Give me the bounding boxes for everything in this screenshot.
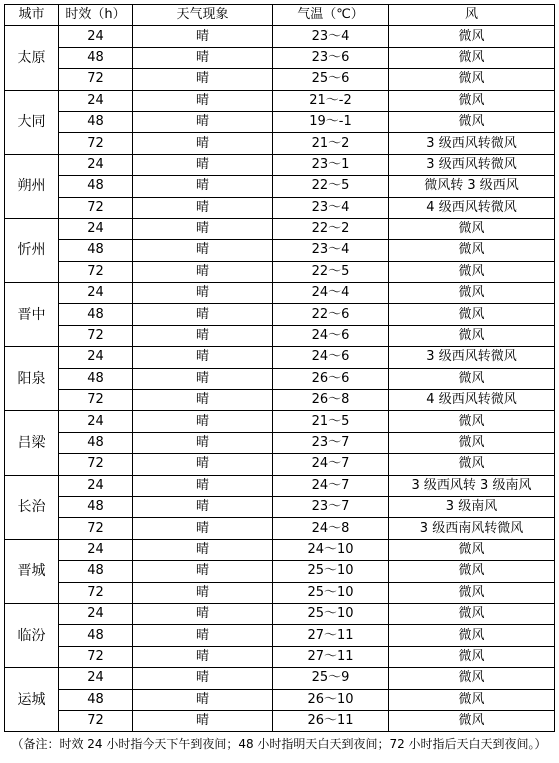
weather-cell: 晴 xyxy=(133,347,273,368)
temperature-cell: 21～-2 xyxy=(273,90,389,111)
weather-cell: 晴 xyxy=(133,325,273,346)
city-name: 太原 xyxy=(5,26,59,90)
wind-cell: 微风 xyxy=(389,261,555,282)
city-name: 临汾 xyxy=(5,603,59,667)
table-row xyxy=(5,261,555,282)
wind-cell: 3 级西风转 3 级南风 xyxy=(389,475,555,496)
table-row xyxy=(5,496,555,517)
table-row xyxy=(5,582,555,603)
weather-cell: 晴 xyxy=(133,368,273,389)
table-row xyxy=(5,111,555,132)
city-name: 朔州 xyxy=(5,154,59,218)
table-row xyxy=(5,368,555,389)
weather-cell: 晴 xyxy=(133,539,273,560)
period-cell: 24 xyxy=(59,411,133,432)
period-cell: 72 xyxy=(59,710,133,731)
temperature-cell: 24～6 xyxy=(273,325,389,346)
period-cell: 72 xyxy=(59,261,133,282)
wind-cell: 微风 xyxy=(389,689,555,710)
period-cell: 24 xyxy=(59,283,133,304)
period-cell: 24 xyxy=(59,90,133,111)
table-row xyxy=(5,176,555,197)
table-row xyxy=(5,710,555,731)
table-body xyxy=(5,26,555,732)
weather-cell: 晴 xyxy=(133,475,273,496)
header-temperature: 气温（℃） xyxy=(273,5,389,26)
weather-cell: 晴 xyxy=(133,26,273,47)
wind-cell: 微风 xyxy=(389,283,555,304)
period-cell: 24 xyxy=(59,603,133,624)
period-cell: 24 xyxy=(59,539,133,560)
wind-cell: 微风 xyxy=(389,539,555,560)
period-cell: 72 xyxy=(59,325,133,346)
temperature-cell: 22～5 xyxy=(273,261,389,282)
wind-cell: 3 级西风转微风 xyxy=(389,154,555,175)
header-wind: 风 xyxy=(389,5,555,26)
wind-cell: 微风 xyxy=(389,69,555,90)
temperature-cell: 23～1 xyxy=(273,154,389,175)
wind-cell: 3 级西风转微风 xyxy=(389,133,555,154)
weather-cell: 晴 xyxy=(133,710,273,731)
city-name: 阳泉 xyxy=(5,347,59,411)
period-cell: 48 xyxy=(59,47,133,68)
temperature-cell: 22～2 xyxy=(273,218,389,239)
wind-cell: 微风 xyxy=(389,411,555,432)
temperature-cell: 26～6 xyxy=(273,368,389,389)
table-row xyxy=(5,411,555,432)
wind-cell: 微风 xyxy=(389,47,555,68)
weather-cell: 晴 xyxy=(133,411,273,432)
table-row xyxy=(5,69,555,90)
table-row xyxy=(5,154,555,175)
period-cell: 48 xyxy=(59,368,133,389)
period-cell: 48 xyxy=(59,625,133,646)
period-cell: 72 xyxy=(59,69,133,90)
temperature-cell: 26～10 xyxy=(273,689,389,710)
table-row xyxy=(5,518,555,539)
forecast-document xyxy=(4,4,554,752)
period-cell: 24 xyxy=(59,218,133,239)
wind-cell: 微风 xyxy=(389,432,555,453)
period-cell: 48 xyxy=(59,432,133,453)
period-cell: 48 xyxy=(59,304,133,325)
weather-cell: 晴 xyxy=(133,646,273,667)
temperature-cell: 24～10 xyxy=(273,539,389,560)
table-row xyxy=(5,561,555,582)
temperature-cell: 23～6 xyxy=(273,47,389,68)
weather-cell: 晴 xyxy=(133,176,273,197)
wind-cell: 微风 xyxy=(389,325,555,346)
city-name: 忻州 xyxy=(5,218,59,282)
period-cell: 72 xyxy=(59,454,133,475)
wind-cell: 微风 xyxy=(389,454,555,475)
city-name: 晋中 xyxy=(5,283,59,347)
temperature-cell: 24～7 xyxy=(273,454,389,475)
table-row xyxy=(5,603,555,624)
table-row xyxy=(5,133,555,154)
period-cell: 72 xyxy=(59,582,133,603)
weather-cell: 晴 xyxy=(133,625,273,646)
table-row xyxy=(5,625,555,646)
temperature-cell: 19～-1 xyxy=(273,111,389,132)
weather-cell: 晴 xyxy=(133,283,273,304)
table-row xyxy=(5,646,555,667)
temperature-cell: 25～10 xyxy=(273,603,389,624)
wind-cell: 微风 xyxy=(389,561,555,582)
wind-cell: 微风 xyxy=(389,710,555,731)
temperature-cell: 25～10 xyxy=(273,561,389,582)
period-cell: 48 xyxy=(59,561,133,582)
footnote: （备注：时效 24 小时指今天下午到夜间；48 小时指明天白天到夜间；72 小时指后天白天到夜间。） xyxy=(11,737,547,752)
table-row xyxy=(5,475,555,496)
wind-cell: 微风 xyxy=(389,304,555,325)
temperature-cell: 24～7 xyxy=(273,475,389,496)
temperature-cell: 26～8 xyxy=(273,390,389,411)
temperature-cell: 22～6 xyxy=(273,304,389,325)
wind-cell: 微风 xyxy=(389,90,555,111)
period-cell: 72 xyxy=(59,390,133,411)
period-cell: 72 xyxy=(59,646,133,667)
wind-cell: 微风 xyxy=(389,368,555,389)
temperature-cell: 24～4 xyxy=(273,283,389,304)
table-row xyxy=(5,390,555,411)
temperature-cell: 22～5 xyxy=(273,176,389,197)
temperature-cell: 21～5 xyxy=(273,411,389,432)
weather-cell: 晴 xyxy=(133,668,273,689)
temperature-cell: 24～8 xyxy=(273,518,389,539)
header-period: 时效（h） xyxy=(59,5,133,26)
header-weather: 天气现象 xyxy=(133,5,273,26)
table-row xyxy=(5,26,555,47)
temperature-cell: 23～4 xyxy=(273,240,389,261)
period-cell: 48 xyxy=(59,496,133,517)
wind-cell: 微风 xyxy=(389,111,555,132)
temperature-cell: 21～2 xyxy=(273,133,389,154)
table-row xyxy=(5,347,555,368)
city-name: 长治 xyxy=(5,475,59,539)
weather-cell: 晴 xyxy=(133,261,273,282)
period-cell: 48 xyxy=(59,689,133,710)
temperature-cell: 23～7 xyxy=(273,432,389,453)
temperature-cell: 23～4 xyxy=(273,197,389,218)
table-row xyxy=(5,47,555,68)
weather-cell: 晴 xyxy=(133,218,273,239)
forecast-table xyxy=(4,4,555,732)
weather-cell: 晴 xyxy=(133,133,273,154)
weather-cell: 晴 xyxy=(133,111,273,132)
weather-cell: 晴 xyxy=(133,561,273,582)
wind-cell: 微风 xyxy=(389,582,555,603)
table-header-row xyxy=(5,5,555,26)
period-cell: 24 xyxy=(59,668,133,689)
wind-cell: 4 级西风转微风 xyxy=(389,197,555,218)
weather-cell: 晴 xyxy=(133,47,273,68)
temperature-cell: 26～11 xyxy=(273,710,389,731)
weather-cell: 晴 xyxy=(133,304,273,325)
weather-cell: 晴 xyxy=(133,432,273,453)
table-row xyxy=(5,240,555,261)
wind-cell: 微风 xyxy=(389,218,555,239)
weather-cell: 晴 xyxy=(133,496,273,517)
table-row xyxy=(5,283,555,304)
temperature-cell: 27～11 xyxy=(273,625,389,646)
weather-cell: 晴 xyxy=(133,454,273,475)
weather-cell: 晴 xyxy=(133,90,273,111)
period-cell: 72 xyxy=(59,518,133,539)
weather-cell: 晴 xyxy=(133,69,273,90)
weather-cell: 晴 xyxy=(133,689,273,710)
table-row xyxy=(5,90,555,111)
table-row xyxy=(5,668,555,689)
period-cell: 24 xyxy=(59,154,133,175)
temperature-cell: 25～6 xyxy=(273,69,389,90)
period-cell: 48 xyxy=(59,111,133,132)
city-name: 大同 xyxy=(5,90,59,154)
temperature-cell: 24～6 xyxy=(273,347,389,368)
weather-cell: 晴 xyxy=(133,240,273,261)
city-name: 晋城 xyxy=(5,539,59,603)
table-row xyxy=(5,218,555,239)
wind-cell: 微风 xyxy=(389,26,555,47)
period-cell: 48 xyxy=(59,240,133,261)
period-cell: 24 xyxy=(59,475,133,496)
weather-cell: 晴 xyxy=(133,390,273,411)
temperature-cell: 23～7 xyxy=(273,496,389,517)
wind-cell: 微风转 3 级西风 xyxy=(389,176,555,197)
wind-cell: 微风 xyxy=(389,240,555,261)
period-cell: 24 xyxy=(59,26,133,47)
weather-cell: 晴 xyxy=(133,603,273,624)
wind-cell: 4 级西风转微风 xyxy=(389,390,555,411)
period-cell: 24 xyxy=(59,347,133,368)
wind-cell: 微风 xyxy=(389,603,555,624)
table-row xyxy=(5,197,555,218)
wind-cell: 微风 xyxy=(389,625,555,646)
header-city: 城市 xyxy=(5,5,59,26)
period-cell: 72 xyxy=(59,133,133,154)
table-row xyxy=(5,454,555,475)
wind-cell: 3 级南风 xyxy=(389,496,555,517)
weather-cell: 晴 xyxy=(133,197,273,218)
temperature-cell: 25～10 xyxy=(273,582,389,603)
wind-cell: 3 级西南风转微风 xyxy=(389,518,555,539)
table-row xyxy=(5,689,555,710)
table-row xyxy=(5,432,555,453)
table-row xyxy=(5,325,555,346)
weather-cell: 晴 xyxy=(133,518,273,539)
weather-cell: 晴 xyxy=(133,582,273,603)
weather-cell: 晴 xyxy=(133,154,273,175)
city-name: 运城 xyxy=(5,668,59,732)
city-name: 吕梁 xyxy=(5,411,59,475)
temperature-cell: 23～4 xyxy=(273,26,389,47)
wind-cell: 3 级西风转微风 xyxy=(389,347,555,368)
temperature-cell: 25～9 xyxy=(273,668,389,689)
temperature-cell: 27～11 xyxy=(273,646,389,667)
period-cell: 72 xyxy=(59,197,133,218)
table-row xyxy=(5,304,555,325)
wind-cell: 微风 xyxy=(389,668,555,689)
table-row xyxy=(5,539,555,560)
period-cell: 48 xyxy=(59,176,133,197)
wind-cell: 微风 xyxy=(389,646,555,667)
